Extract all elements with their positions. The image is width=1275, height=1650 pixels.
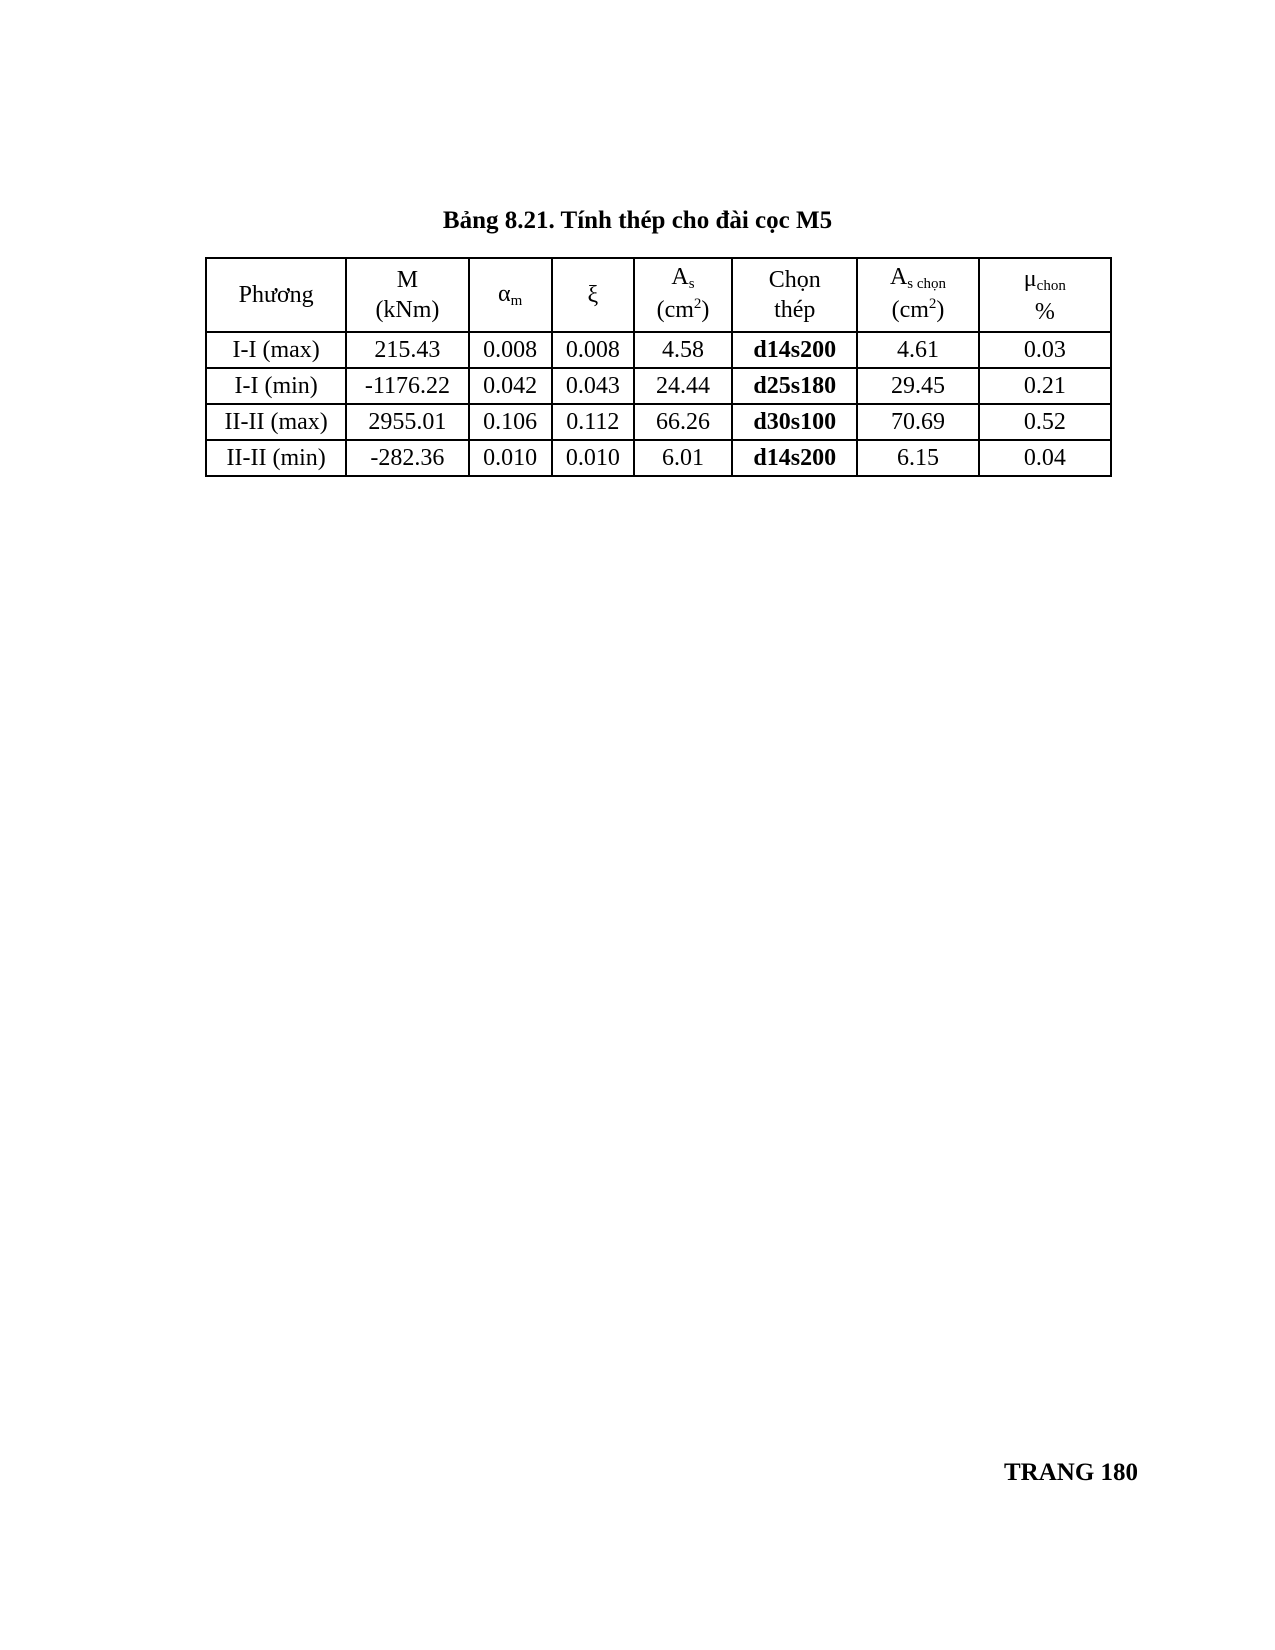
header-mu-subscript: chon bbox=[1036, 277, 1066, 294]
table-row bbox=[206, 440, 1111, 476]
header-moment-unit: (kNm) bbox=[375, 297, 440, 323]
header-mu-unit: % bbox=[1034, 298, 1055, 325]
cell-alpha-m: 0.008 bbox=[469, 332, 552, 368]
table-caption: Bảng 8.21. Tính thép cho đài cọc M5 bbox=[442, 207, 833, 234]
cell-direction: I-I (min) bbox=[206, 368, 346, 404]
header-as-unit-sup: 2 bbox=[693, 296, 702, 312]
cell-alpha-m: 0.010 bbox=[469, 440, 552, 476]
page-number: TRANG 180 bbox=[1004, 1459, 1139, 1486]
cell-steel: d14s200 bbox=[732, 332, 857, 368]
cell-steel: d14s200 bbox=[732, 440, 857, 476]
cell-mu: 0.03 bbox=[979, 332, 1111, 368]
cell-xi: 0.043 bbox=[552, 368, 634, 404]
header-as-unit-close: ) bbox=[701, 297, 710, 323]
cell-xi: 0.008 bbox=[552, 332, 634, 368]
cell-as: 6.01 bbox=[634, 440, 732, 476]
header-as-chosen-unit-open: (cm bbox=[891, 297, 929, 323]
cell-alpha-m: 0.042 bbox=[469, 368, 552, 404]
cell-moment: 215.43 bbox=[346, 332, 468, 368]
cell-mu: 0.04 bbox=[979, 440, 1111, 476]
cell-as: 24.44 bbox=[634, 368, 732, 404]
header-as-subscript: s bbox=[688, 276, 695, 292]
cell-as: 4.58 bbox=[634, 332, 732, 368]
header-choose-steel bbox=[732, 258, 857, 332]
cell-as: 66.26 bbox=[634, 404, 732, 440]
header-as-chosen-symbol: A bbox=[889, 264, 908, 290]
header-as-chosen-unit-close: ) bbox=[936, 297, 945, 323]
header-moment-symbol: M bbox=[396, 267, 419, 293]
header-choose-line1: Chọn bbox=[768, 267, 821, 293]
header-as-unit-open: (cm bbox=[656, 297, 694, 323]
cell-alpha-m: 0.106 bbox=[469, 404, 552, 440]
table-row bbox=[206, 404, 1111, 440]
cell-direction: II-II (min) bbox=[206, 440, 346, 476]
header-mu-symbol: μ bbox=[1023, 265, 1037, 292]
cell-as-chosen: 29.45 bbox=[857, 368, 978, 404]
header-choose-line2: thép bbox=[774, 297, 816, 323]
cell-moment: -1176.22 bbox=[346, 368, 468, 404]
steel-calculation-table bbox=[205, 257, 1112, 477]
header-xi: ξ bbox=[552, 258, 634, 332]
cell-as-chosen: 6.15 bbox=[857, 440, 978, 476]
table-row bbox=[206, 332, 1111, 368]
header-mu-chon bbox=[979, 258, 1111, 332]
cell-moment: 2955.01 bbox=[346, 404, 468, 440]
table-row bbox=[206, 368, 1111, 404]
cell-xi: 0.112 bbox=[552, 404, 634, 440]
cell-steel: d30s100 bbox=[732, 404, 857, 440]
header-as-chosen-unit-sup: 2 bbox=[928, 296, 937, 312]
header-alpha-m bbox=[469, 258, 552, 332]
cell-moment: -282.36 bbox=[346, 440, 468, 476]
header-as bbox=[634, 258, 732, 332]
header-alpha-subscript: m bbox=[510, 292, 523, 309]
cell-direction: II-II (max) bbox=[206, 404, 346, 440]
header-alpha-symbol: α bbox=[498, 280, 511, 307]
cell-xi: 0.010 bbox=[552, 440, 634, 476]
table-header-row bbox=[206, 258, 1111, 332]
cell-steel: d25s180 bbox=[732, 368, 857, 404]
cell-direction: I-I (max) bbox=[206, 332, 346, 368]
header-direction: Phương bbox=[206, 258, 346, 332]
cell-mu: 0.21 bbox=[979, 368, 1111, 404]
header-moment bbox=[346, 258, 468, 332]
cell-as-chosen: 70.69 bbox=[857, 404, 978, 440]
cell-mu: 0.52 bbox=[979, 404, 1111, 440]
header-as-chosen-subscript: s chọn bbox=[907, 276, 947, 292]
header-as-chosen bbox=[857, 258, 978, 332]
header-as-symbol: A bbox=[671, 264, 689, 290]
cell-as-chosen: 4.61 bbox=[857, 332, 978, 368]
